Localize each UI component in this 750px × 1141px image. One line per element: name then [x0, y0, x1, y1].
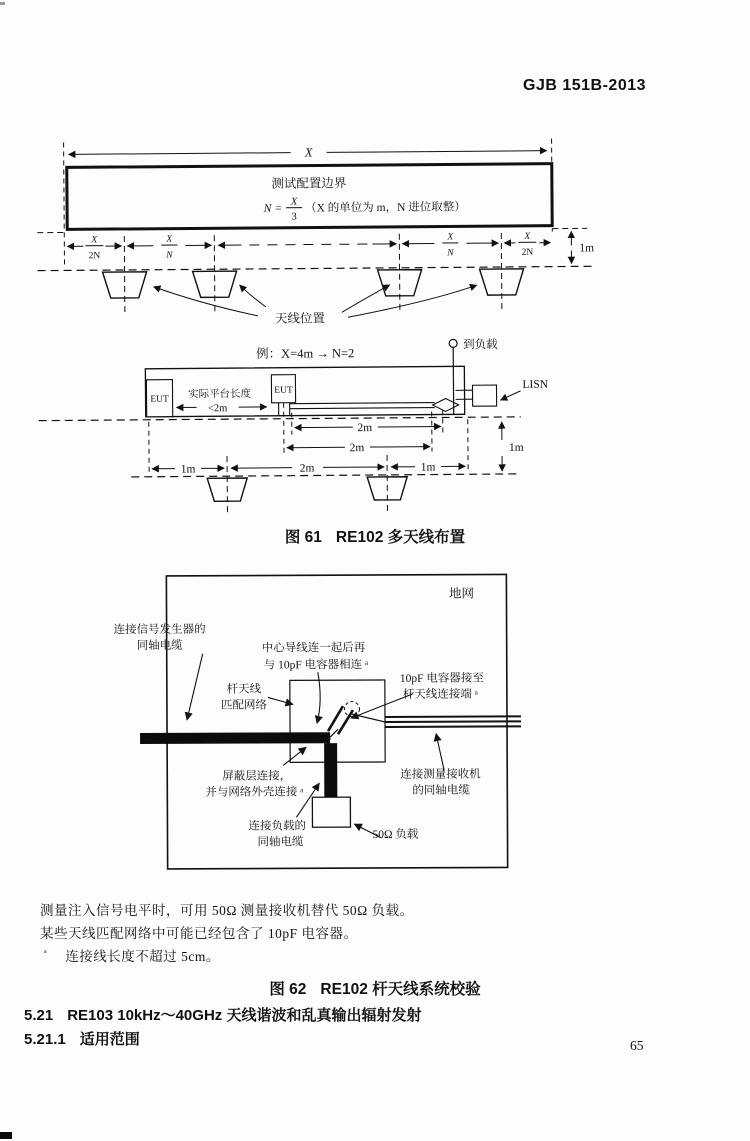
- receiver-label-2: 的同轴电缆: [412, 784, 470, 797]
- load-terminal-circle: [449, 339, 457, 347]
- dim-1m-c1-label: 1m: [180, 463, 196, 476]
- formula-den: 3: [291, 211, 297, 223]
- to-load-line: [453, 347, 454, 414]
- receiver-coax: [385, 716, 521, 727]
- svg-text:X: X: [166, 234, 173, 245]
- matching-network-box: [290, 680, 385, 762]
- section-5-21-1-title: 适用范围: [79, 1031, 140, 1048]
- load-cable-label-1: 连接负载的: [248, 820, 306, 833]
- svg-text:N: N: [447, 248, 454, 259]
- scan-artifact-top-left: [0, 2, 5, 5]
- antenna-symbols: [103, 269, 524, 298]
- shield-label-2: 并与网络外壳连接 ᵃ: [205, 786, 304, 799]
- svg-text:X: X: [524, 231, 531, 242]
- svg-text:2N: 2N: [88, 251, 101, 262]
- shield-label-1: 屏蔽层连接，: [222, 770, 292, 783]
- scan-artifact-bottom-left: [0, 1132, 12, 1139]
- dim-1m-right-label: 1m: [579, 242, 595, 255]
- load-coax: [324, 743, 337, 798]
- dim-2m-rowA-label: 2m: [357, 422, 373, 435]
- note-3-marker: ᵃ: [44, 947, 48, 959]
- signal-generator-coax: [140, 732, 330, 744]
- example-title: 例：X=4m → N=2: [256, 346, 355, 361]
- center-wire-label-2: 与 10pF 电容器相连 ᵃ: [263, 659, 369, 672]
- sig-gen-label-2: 同轴电缆: [136, 639, 183, 653]
- example-ground-line: [39, 417, 521, 421]
- svg-text:X: X: [447, 232, 454, 243]
- figure61-caption: [0, 525, 750, 547]
- load-box: [312, 797, 350, 827]
- svg-text:N: N: [166, 250, 173, 261]
- load-50ohm-label: 50Ω 负载: [372, 828, 419, 842]
- fraction-x-2n-right: [518, 232, 536, 258]
- dim-1m-c2-label: 1m: [420, 461, 436, 474]
- cable-taper: [433, 398, 459, 411]
- dim-2m-c-label: 2m: [299, 462, 315, 475]
- boundary-title: 测试配置边界: [271, 176, 347, 191]
- load-cable-label-2: 同轴电缆: [257, 836, 304, 849]
- figure62-caption: [0, 977, 750, 999]
- sig-gen-label-1: 连接信号发生器的: [113, 623, 206, 637]
- platform-length-label: 实际平台长度: [188, 388, 252, 401]
- section-5-21-number: 5.21: [24, 1007, 54, 1024]
- fraction-x-n-left: [161, 235, 177, 261]
- formula-num: X: [290, 196, 298, 208]
- ground-net-label: 地网: [448, 586, 474, 601]
- eut2-label: EUT: [274, 385, 293, 396]
- figure61-caption-title: RE102 多天线布置: [335, 529, 466, 546]
- matching-label-1: 杆天线: [226, 683, 262, 696]
- fraction-x-n-right: [442, 232, 458, 258]
- figure62-caption-title: RE102 杆天线系统校验: [320, 981, 481, 998]
- svg-text:2N: 2N: [521, 247, 534, 258]
- note-line-2: 某些天线匹配网络中可能已经包含了 10pF 电容器。: [40, 926, 358, 941]
- platform-length-value: <2m: [207, 403, 228, 415]
- figure61-diagram: [0, 127, 750, 523]
- note-3-text: 连接线长度不超过 5cm。: [65, 949, 220, 964]
- note-line-3: [44, 945, 220, 965]
- figure61-caption-number: 图 61: [284, 529, 322, 546]
- doc-number: GJB 151B-2013: [523, 77, 647, 94]
- spacing-dimension-row: [67, 243, 550, 247]
- eut1-label: EUT: [150, 394, 169, 405]
- matching-label-2: 匹配网络: [220, 699, 267, 712]
- formula-prefix: N =: [263, 202, 283, 215]
- center-wire-label-1: 中心导线连一起后再: [261, 642, 366, 655]
- section-5-21-1-number: 5.21.1: [24, 1031, 66, 1048]
- capacitor-conn-label-2: 杆天线连接端 ᵃ: [402, 688, 478, 701]
- note-line-1: 测量注入信号电平时，可用 50Ω 测量接收机替代 50Ω 负载。: [40, 903, 414, 918]
- example-antenna-symbols: [207, 477, 407, 502]
- fraction-x-2n-left: [85, 235, 103, 261]
- formula-note: （X 的单位为 m，N 进位取整）: [305, 201, 466, 215]
- lisn-box: [472, 385, 496, 406]
- dim-2m-rowB-label: 2m: [349, 442, 365, 455]
- cable-line: [290, 403, 435, 409]
- test-boundary-rect: [67, 164, 552, 230]
- dim-1m-example-label: 1m: [508, 441, 524, 454]
- page-number: 65: [630, 1038, 644, 1053]
- capacitor-conn-label-1: 10pF 电容器接至: [399, 672, 484, 685]
- svg-text:X: X: [91, 235, 98, 246]
- section-5-21-title: RE103 10kHz～40GHz 天线谐波和乱真输出辐射发射: [67, 1007, 422, 1024]
- lisn-label: LISN: [522, 378, 549, 391]
- figure62-caption-number: 图 62: [269, 981, 307, 998]
- lisn-pointer-arrow: [501, 391, 521, 400]
- figure62-diagram: [0, 558, 750, 881]
- capacitor-symbol: [328, 706, 353, 734]
- section-5-21-heading: [24, 1004, 421, 1025]
- section-5-21-1-heading: [24, 1028, 140, 1049]
- antenna-position-label: 天线位置: [274, 311, 326, 326]
- x-dim-label: X: [304, 145, 313, 160]
- to-load-label: 到负载: [463, 339, 498, 352]
- receiver-label-1: 连接测量接收机: [400, 768, 481, 781]
